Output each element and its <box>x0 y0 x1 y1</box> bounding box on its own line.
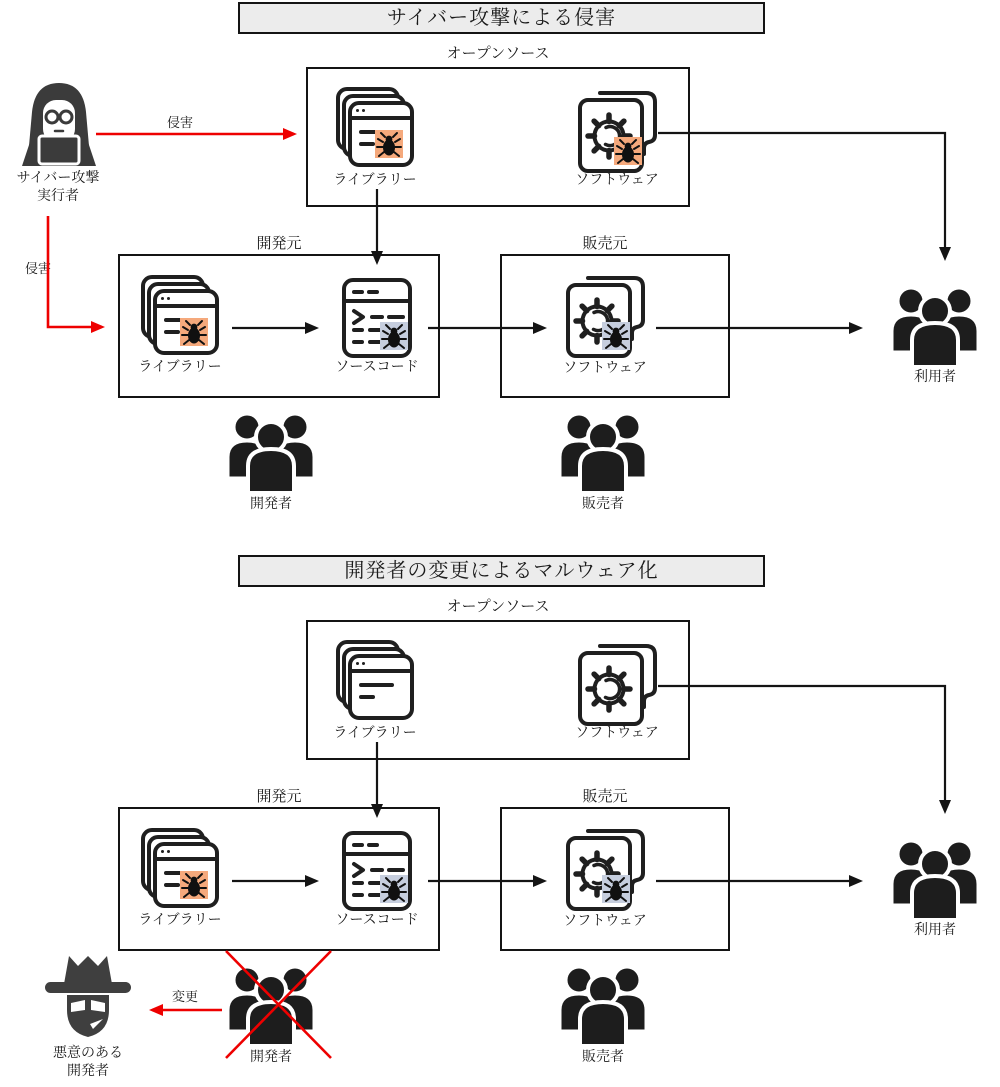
d2-os-library-label: ライブラリー <box>333 724 417 740</box>
d2-dev-library-label: ライブラリー <box>138 911 222 927</box>
d2-developer-org-label: 開発元 <box>256 788 302 805</box>
d2-change-label: 変更 <box>171 989 198 1004</box>
d1-os-library-icon <box>330 82 420 172</box>
d2-source-code-label: ソースコード <box>335 911 419 927</box>
d2-arrow-os-software-to-users <box>658 686 945 811</box>
d2-developers-label: 開発者 <box>250 1048 292 1064</box>
bug-icon <box>180 871 208 899</box>
d1-sellers-icon <box>553 402 653 494</box>
d2-source-code-icon <box>332 825 422 915</box>
d2-malicious-developer-label: 悪意のある 開発者 <box>53 1044 123 1078</box>
d1-cyber-attacker-label: サイバー攻撃 実行者 <box>16 169 100 203</box>
bug-icon <box>380 875 408 903</box>
d1-dev-library-icon <box>135 270 225 360</box>
d2-vendor-software-label: ソフトウェア <box>563 912 647 928</box>
d1-sellers-label: 販売者 <box>582 495 624 511</box>
d1-attack-side-label: 侵害 <box>24 261 51 276</box>
d1-dev-library-label: ライブラリー <box>138 358 222 374</box>
d1-os-software-label: ソフトウェア <box>575 171 659 187</box>
d1-source-code-label: ソースコード <box>335 358 419 374</box>
d2-open-source-label: オープンソース <box>446 598 550 615</box>
d1-os-library-label: ライブラリー <box>333 171 417 187</box>
bug-icon <box>375 130 403 158</box>
bug-icon <box>380 322 408 350</box>
d2-sellers-label: 販売者 <box>582 1048 624 1064</box>
d2-dev-library-icon <box>135 823 225 913</box>
d1-users-icon <box>885 276 985 368</box>
d1-developer-org-label: 開発元 <box>256 235 302 252</box>
d1-title: サイバー攻撃による侵害 <box>238 2 765 34</box>
bug-icon <box>180 318 208 346</box>
d1-source-code-icon <box>332 272 422 362</box>
d1-developers-icon <box>221 402 321 494</box>
bug-icon <box>602 322 630 350</box>
d1-users-label: 利用者 <box>914 368 956 384</box>
d1-os-software-icon <box>572 85 662 175</box>
d2-title: 開発者の変更によるマルウェア化 <box>238 555 765 587</box>
d1-attack-top-label: 侵害 <box>166 115 193 130</box>
d1-arrow-os-software-to-users <box>658 133 945 258</box>
d2-users-icon <box>885 829 985 921</box>
d2-os-library-icon <box>330 635 420 725</box>
d2-developers-icon <box>221 955 321 1047</box>
bug-icon <box>602 875 630 903</box>
d1-cyber-attacker-icon <box>16 76 102 166</box>
d2-os-software-icon <box>572 638 662 728</box>
d2-vendor-software-icon <box>560 823 650 913</box>
d1-vendor-software-icon <box>560 270 650 360</box>
d2-users-label: 利用者 <box>914 921 956 937</box>
d1-developers-label: 開発者 <box>250 495 292 511</box>
d2-vendor-label: 販売元 <box>582 788 628 805</box>
d1-open-source-label: オープンソース <box>446 45 550 62</box>
d2-os-software-label: ソフトウェア <box>575 724 659 740</box>
d1-vendor-label: 販売元 <box>582 235 628 252</box>
bug-icon <box>614 137 642 165</box>
d2-malicious-developer-icon <box>40 953 136 1041</box>
d2-sellers-icon <box>553 955 653 1047</box>
d1-vendor-software-label: ソフトウェア <box>563 359 647 375</box>
